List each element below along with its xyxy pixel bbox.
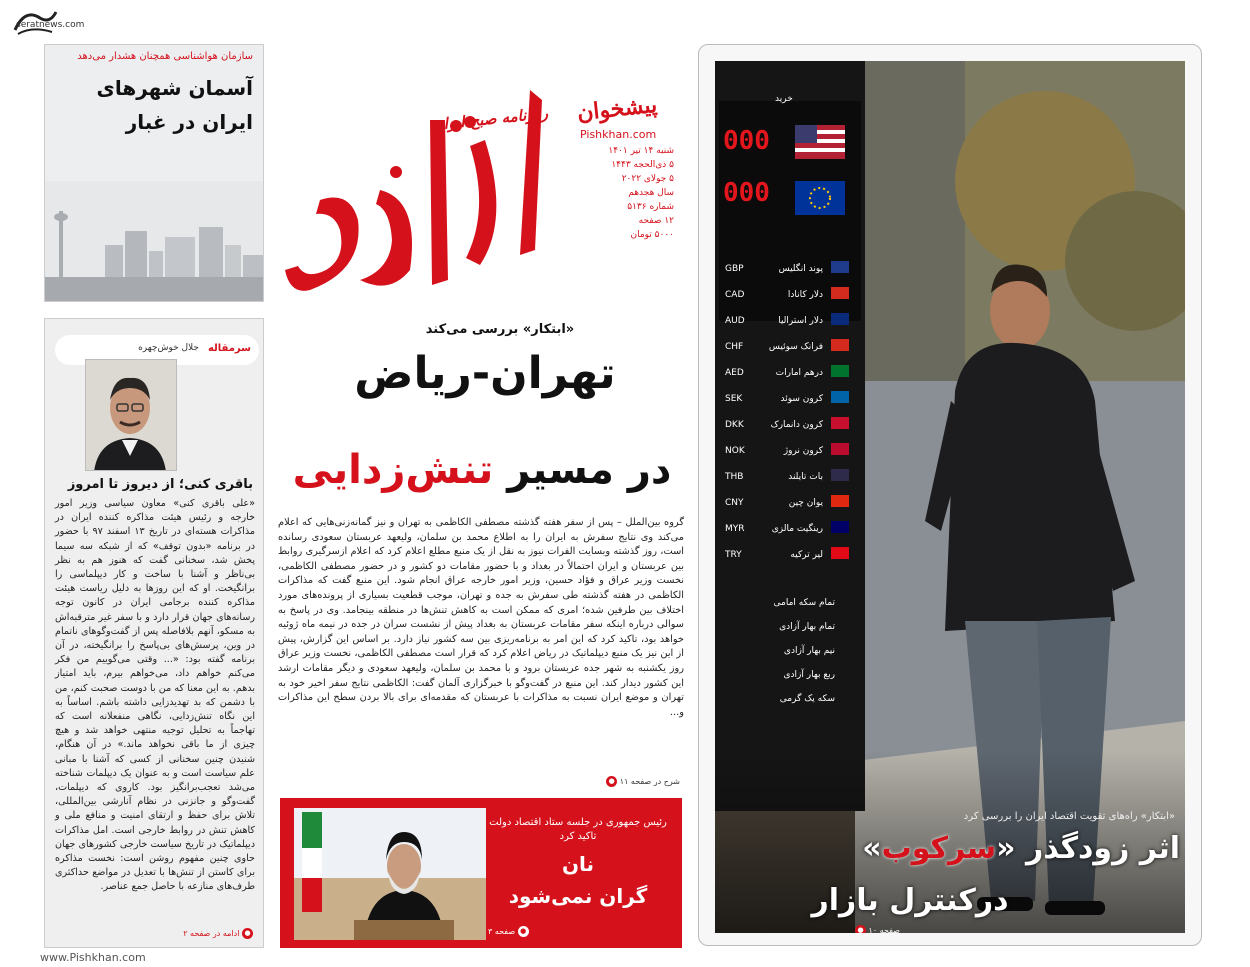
- currency-name: لیر ترکیه: [790, 550, 823, 560]
- currency-code: AUD: [725, 316, 745, 326]
- photo-headline-1: اثر زودگذر «سرکوب»: [862, 831, 1180, 866]
- author-portrait: [85, 359, 177, 471]
- currency-code: DKK: [725, 420, 744, 430]
- currency-name: دلار کانادا: [787, 290, 823, 300]
- currency-flag-icon: [831, 261, 849, 273]
- issue-info: شنبه ۱۴ تیر ۱۴۰۱ ۵ ذی‌الحجه ۱۴۴۳ ۵ جولای ۲۰۲۲ سال هجدهم شماره ۵۱۳۶ ۱۲ صفحه ۵۰۰۰ تومان: [608, 146, 674, 240]
- main-kicker: «ابتکار» بررسی می‌کند: [425, 322, 575, 337]
- photo-caption: «ابتکار» راه‌های تقویت اقتصاد ایران را بررسی کرد: [963, 811, 1175, 822]
- currency-flag-icon: [831, 287, 849, 299]
- currency-code: THB: [725, 472, 744, 482]
- main-continue: شرح در صفحه ۱۱ ●: [606, 776, 680, 787]
- coin-name: نیم بهار آزادی: [783, 646, 835, 656]
- rate-usd: 000: [723, 126, 770, 156]
- currency-name: درهم امارات: [775, 368, 823, 378]
- editorial-title: باقری کنی؛ از دیروز تا امروز: [67, 477, 253, 492]
- bread-price-box[interactable]: [280, 798, 682, 948]
- currency-flag-icon: [831, 313, 849, 325]
- coin-name: تمام سکه امامی: [773, 598, 835, 608]
- currency-name: رینگیت مالزی: [771, 524, 823, 534]
- coin-name: سکه یک گرمی: [779, 694, 835, 704]
- currency-name: کرون سوئد: [780, 394, 823, 404]
- currency-name: یوان چین: [788, 498, 823, 508]
- main-subhead[interactable]: [284, 440, 680, 500]
- pishkhan-url: Pishkhan.com: [580, 128, 657, 141]
- currency-name: فرانک سوئیس: [768, 342, 823, 352]
- subhead-black: در مسیر: [493, 447, 672, 493]
- currency-name: پوند انگلیس: [778, 264, 823, 274]
- coin-name: تمام بهار آزادی: [779, 622, 835, 632]
- main-lead: گروه بین‌الملل – پس از سفر هفته گذشته مصطفی الکاظمی به تهران و نیز گمانه‌زنی‌هایی که اعلام می‌کند وی نتایج سفرش به ایران را به اطلاع محمد بن سلمان، ولیعهد عربستان سعودی رسانده است، روز گذشته وبسایت الفرات نیوز به نقل از یک منبع مطلع اعلام کرد که اعلام ازسرگیری روابط بین عربستان و ایران احتمالاً در بغداد و با حضور مقامات دو کشور و در حضور مصطفی الکاظمی، نخست وزیر عراق و فؤاد حسین، وزیر امور خارجه عراق انجام شود. این منبع گفت که مذاکرات الکاظمی در هفته گذشته طی سفرش به جده و تهران، موجب قطعیت بسیاری از پرونده‌های مورد اختلاف بین طرفین شده؛ امری که ممکن است به کاهش تنش‌ها در منطقه بینجامد. وی در پاسخ به سوالی درباره اینکه سفر مقامات عربستان به بغداد پیش از نشست سران در جده در نیمه ماه ژوئیه خواهد بود، تاکید کرد که این امر به برنامه‌ریزی بین سه کشور نیاز دارد. بر اساس این گزارش، پیش از این نیز یک منبع دیپلماتیک در ریاض اعلام کرد که قرار است مصطفی الکاظمی، نخست وزیر عراق روز یکشنبه به شهر جده عربستان برود و با محمد بن سلمان، ولیعهد سعودی و دیگر مقامات ارشد این کشور دیدار کند. این منبع در گفت‌وگو با خبرگزاری آلمان گفت: الکاظمی نتایج سفر اخیر خود به تهران و موضع ایران نسبت به مذاکرات با عربستان که مقدمه‌ای برای بالا بردن سطح این مذاکرات و...: [278, 517, 684, 718]
- page-dot-icon: ●: [518, 926, 529, 937]
- photo-headline-2: درکنترل بازار: [811, 883, 1009, 918]
- page-dot-icon: ●: [855, 925, 866, 933]
- currency-name: کرون نروژ: [783, 446, 823, 456]
- currency-flag-icon: [831, 365, 849, 377]
- page-dot-icon: ●: [242, 928, 253, 939]
- masthead: [272, 40, 682, 305]
- editorial-body: «علی باقری کنی» معاون سیاسی وزیر امور خارجه و رئیس هیئت مذاکره کننده ایران در مذاکرات هسته‌ای در تاریخ ۱۳ اسفند ۹۷ با حضور در برنامه «بدون توقف» که از شبکه سه سیما پخش شد، سخنانی گفت که هنوز هم به نظر بی‌ناظر و آشنا با ساخت و کار دیپلماسی را برانگیخت. او که این روزها به دلیل ریاست هیئت مذاکره کننده برجامی ایران در کانون توجه رسانه‌های جهان قرار دارد و با سفر غیر مترقبه‌اش به مسکو، آنهم بلافاصله پس از گفت‌وگوهای ناتمام در وین، پرسش‌های بی‌پاسخ را برانگیخته، در آن برنامه گفته بود: «... وقتی می‌گوییم من فکر می‌کنم خواهم داد، می‌خواهم بیرم، باید امتیاز بدهم. به این معنا که من با دوست صحبت کنم، من با دشمن که بد تهدیدزایی داشته باشم. اساساً به این نگاه تنش‌زدایی، نگاهی منفعلانه است که تهاجماً به تحلیل توجیه منتهی خواهد شد و هیچ چیزی از ما باقی نخواهد ماند.» در آن هنگام، شنیدن چنین سخنانی از کسی که آشنا با مبانی علم سیاست است و به عنوان یک دیپلمات شناخته می‌شد تعجب‌برانگیز بود. کاروی که دیپلمات، گفت‌وگو و جانزنی در نظام آنارشی بین‌المللی، تلاش برای حفظ و ارتقای امنیت و منافع ملی و کاهش تنش در روابط خارجی است. امل مذاکرات دیپلماتیک در تاریخ سیاست خارجی کشورهای جهان حاوی چنین مفهوم روشن است: نخست مذاکره برای کاستن از تنش‌ها با تعدیل در مواضع حداکثری طرف‌های منازعه با حاصل جمع عناصر.: [55, 498, 255, 893]
- currency-code: AED: [725, 368, 744, 378]
- air-headline: آسمان شهرهای ایران در غبار: [96, 76, 253, 134]
- currency-flag-icon: [831, 521, 849, 533]
- photo-story-panel[interactable]: [698, 44, 1202, 946]
- editorial-column[interactable]: [44, 318, 264, 948]
- currency-name: کرون دانمارک: [770, 420, 823, 430]
- page-dot-icon: ●: [606, 776, 617, 787]
- currency-code: GBP: [725, 264, 744, 274]
- currency-flag-icon: [831, 391, 849, 403]
- currency-flag-icon: [831, 547, 849, 559]
- currency-code: NOK: [725, 446, 745, 456]
- currency-code: MYR: [725, 524, 745, 534]
- currency-code: SEK: [725, 394, 743, 404]
- us-flag-icon: [795, 125, 845, 159]
- currency-flag-icon: [831, 495, 849, 507]
- currency-flag-icon: [831, 339, 849, 351]
- currency-flag-icon: [831, 417, 849, 429]
- air-kicker: سازمان هواشناسی همچنان هشدار می‌دهد: [77, 51, 253, 62]
- rate-eur: 000: [723, 178, 770, 208]
- masthead-subtitle: روزنامه صبح ایران: [431, 104, 549, 135]
- redbox-page-ref: ● صفحه ۳: [488, 926, 529, 937]
- editorial-label: سرمقاله: [207, 343, 251, 354]
- watermark-site: seratnews.com: [16, 20, 85, 30]
- currency-code: CAD: [725, 290, 745, 300]
- editorial-continue: ● ادامه در صفحه ۲: [183, 928, 253, 939]
- photo-page-ref: صفحه ۱۰ ●: [855, 925, 900, 933]
- redbox-kicker: رئیس جمهوری در جلسه ستاد اقتصاد دولت تاکید کرد: [489, 817, 667, 842]
- redbox-headline-2: گران نمی‌شود: [508, 884, 648, 908]
- main-headline[interactable]: تهران-ریاض: [354, 348, 616, 399]
- currency-name: دلار استرالیا: [778, 316, 823, 326]
- currency-flag-icon: [831, 443, 849, 455]
- redbox-headline-1: نان: [561, 852, 595, 876]
- coin-name: ربع بهار آزادی: [783, 670, 835, 680]
- eu-flag-icon: [795, 181, 845, 215]
- board-header: خرید: [775, 94, 793, 104]
- currency-code: CHF: [725, 342, 744, 352]
- dusty-skyline-image: [45, 181, 264, 301]
- currency-flag-icon: [831, 469, 849, 481]
- subhead-red: تنش‌زدایی: [292, 447, 494, 493]
- currency-code: TRY: [725, 550, 742, 560]
- watermark-bottom-url: www.Pishkhan.com: [40, 951, 146, 964]
- currency-name: بات تایلند: [788, 472, 823, 482]
- president-photo: [294, 808, 486, 940]
- exchange-office-photo: [715, 61, 1185, 933]
- currency-code: CNY: [725, 498, 744, 508]
- pishkhan-logo: پیشخوان: [575, 91, 659, 127]
- air-quality-box[interactable]: [44, 44, 264, 302]
- editorial-author: جلال خوش‌چهره: [138, 343, 199, 353]
